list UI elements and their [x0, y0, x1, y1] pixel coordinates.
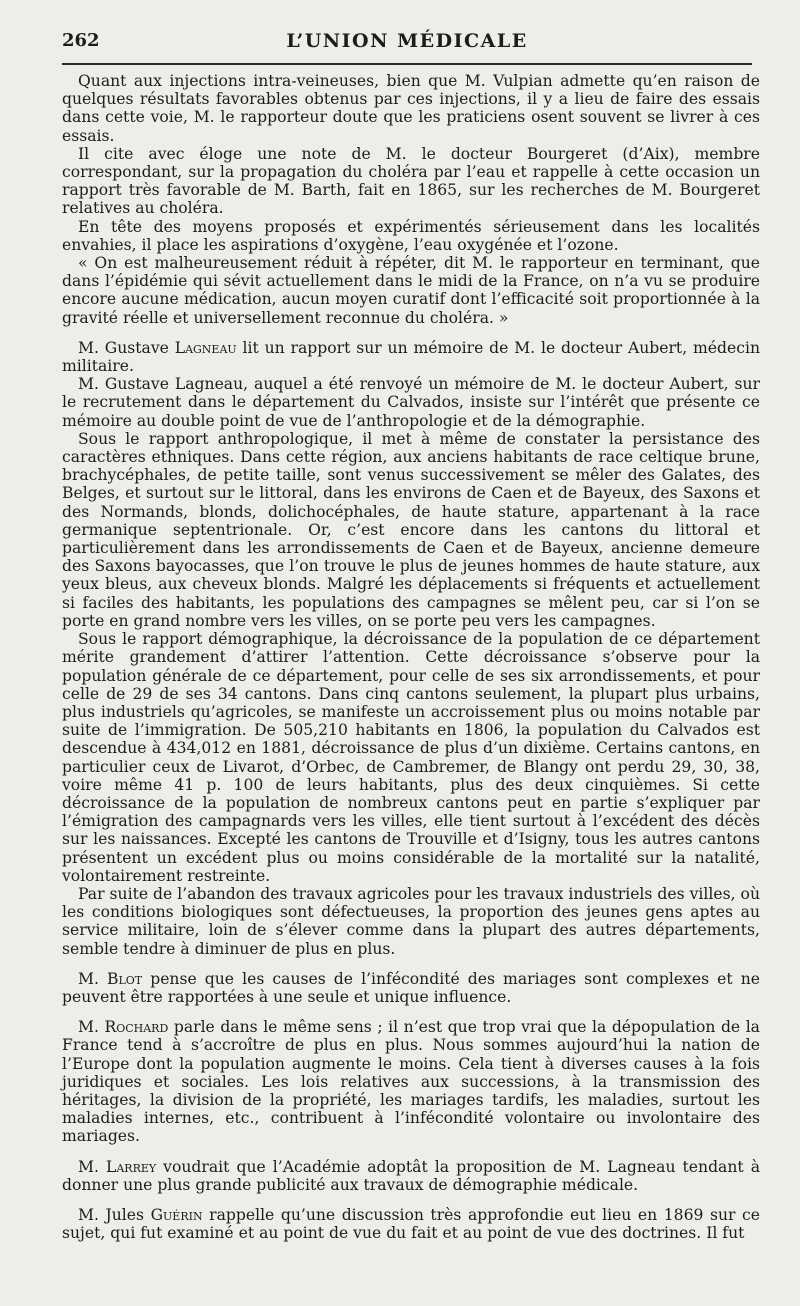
speaker-name: Larrey [105, 1157, 157, 1176]
speaker-prefix: M. Jules [78, 1205, 151, 1224]
paragraph-text: lit un rapport sur un mémoire de M. le docteur Aubert, médecin militaire. [62, 338, 760, 376]
paragraph-speaker [62, 1158, 760, 1194]
paragraph-speaker [62, 339, 760, 375]
paragraph: Sous le rapport anthropologique, il met à même de constater la persistance des caractères ethniques. Dans cette région, aux anciens habitants de race celtique brune, brachycéphales, de petite taille, sont venus successivement se mêler des Galates, des Belges, et surtout sur le littoral, dans les environs de Caen et de Bayeux, des Saxons et des Normands, blonds, dolichocéphales, de haute stature, appartenant à la race germanique septentrionale. Or, c’est encore dans les cantons du littoral et particulièrement dans les arrondissements de Caen et de Bayeux, ancienne demeure des Saxons bayocasses, que l’on trouve le plus de jeunes hommes de haute stature, aux yeux bleus, aux cheveux blonds. Malgré les déplacements si fréquents et actuellement si faciles des habitants, les populations des campagnes se mêlent peu, car si l’on se porte en grand nombre vers les villes, on se porte peu vers les campagnes. [62, 429, 760, 630]
running-title: L’UNION MÉDICALE [286, 30, 528, 52]
speaker-prefix: M. [78, 1157, 106, 1176]
paragraph-speaker [62, 1018, 760, 1145]
page-header [62, 26, 752, 56]
paragraph: Par suite de l’abandon des travaux agricoles pour les travaux industriels des villes, où les conditions biologiques sont défectueuses, la proportion des jeunes gens aptes au service militaire, loin de s’élever comme dans la plupart des autres départements, semble tendre à diminuer de plus en plus. [62, 884, 760, 958]
speaker-name: Guérin [150, 1205, 203, 1224]
paragraph: Quant aux injections intra-veineuses, bien que M. Vulpian admette qu’en raison de quelques résultats favorables obtenus par ces injections, il y a lieu de faire des essais dans cette voie, M. le rapporteur doute que les praticiens osent souvent se livrer à ces essais. [62, 72, 760, 145]
speaker-prefix: M. Gustave [78, 338, 175, 357]
speaker-name: Blot [107, 969, 143, 988]
paragraph: M. Gustave Lagneau, auquel a été renvoyé un mémoire de M. le docteur Aubert, sur le recrutement dans le département du Calvados, insiste sur l’intérêt que présente ce mémoire au double point de vue de l’anthropologie et de la démographie. [62, 375, 760, 430]
paragraph: Sous le rapport démographique, la décroissance de la population de ce département mérite grandement d’attirer l’attention. Cette décroissance s’observe pour la population générale de ce département, pour celle de ses six arrondissements, et pour celle de 29 de ses 34 cantons. Dans cinq cantons seulement, la plupart plus urbains, plus industriels qu’agricoles, se manifeste un accroissement plus ou moins notable par suite de l’immigration. De 505,210 habitants en 1806, la population du Calvados est descendue à 434,012 en 1881, décroissance de plus d’un dixième. Certains cantons, en particulier ceux de Livarot, d’Orbec, de Cambremer, de Blangy ont perdu 29, 30, 38, voire même 41 p. 100 de leurs habitants, plus des deux cinquièmes. Si cette décroissance de la population de nombreux cantons peut en partie s’expliquer par l’émigration des campagnards vers les villes, elle tient surtout à l’excédent des décès sur les naissances. Excepté les cantons de Trouville et d’Isigny, tous les autres cantons présentent un excédent plus ou moins considérable de la mortalité sur la natalité, volontairement restreinte. [62, 630, 760, 885]
speaker-name: Rochard [104, 1018, 169, 1037]
paragraph-text: parle dans le même sens ; il n’est que trop vrai que la dépopulation de la France tend à s’accroître de plus en plus. Nous sommes aujourd’hui la nation de l’Europe dont la population augmente le moins. Cela tient à diverses causes à la fois juridiques et sociales. Les lois relatives aux successions, à la transmission des héritages, la division de la propriété, les mariages tardifs, les maladies, surtout les maladies internes, etc., contribuent à l’infécondité volontaire ou involontaire des mariages. [62, 1018, 760, 1146]
paragraph-text: pense que les causes de l’infécondité des mariages sont complexes et ne peuvent être rapportées à une seule et unique influence. [62, 969, 761, 1006]
paragraph: En tête des moyens proposés et expérimentés sérieusement dans les localités envahies, il place les aspirations d’oxygène, l’eau oxygénée et l’ozone. [62, 217, 760, 254]
paragraph-text: voudrait que l’Académie adoptât la proposition de M. Lagneau tendant à donner une plus grande publicité aux travaux de démographie médicale. [62, 1157, 761, 1194]
paragraph: « On est malheureusement réduit à répéter, dit M. le rapporteur en terminant, que dans l’épidémie qui sévit actuellement dans le midi de la France, on n’a vu se produire encore aucune médication, aucun moyen curatif dont l’efficacité soit proportionnée à la gravité réelle et universellement reconnue du choléra. » [62, 254, 760, 327]
paragraph-text: rappelle qu’une discussion très approfondie eut lieu en 1869 sur ce sujet, qui fut examiné et au point de vue du fait et au point de vue des doctrines. Il fut [62, 1205, 760, 1243]
speaker-name: Lagneau [174, 338, 237, 357]
paragraph-speaker [62, 970, 760, 1006]
paragraph: Il cite avec éloge une note de M. le docteur Bourgeret (d’Aix), membre correspondant, sur la propagation du choléra par l’eau et rappelle à cette occasion un rapport très favorable de M. Barth, fait en 1865, sur les recherches de M. Bourgeret relatives au choléra. [62, 144, 760, 218]
article-body [62, 72, 760, 1242]
paragraph-speaker [62, 1206, 760, 1242]
header-rule [62, 63, 752, 65]
speaker-prefix: M. [78, 969, 108, 988]
page-number: 262 [62, 30, 100, 51]
speaker-prefix: M. [78, 1018, 105, 1037]
